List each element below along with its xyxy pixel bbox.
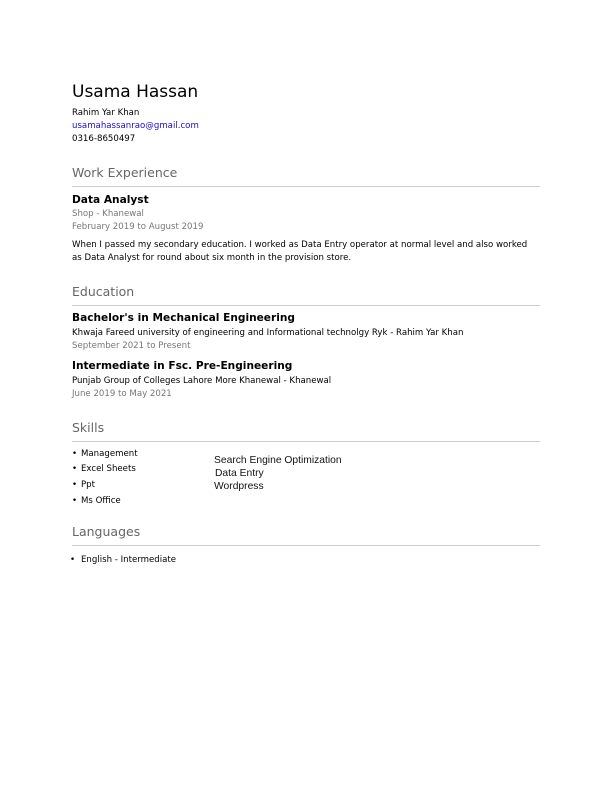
email-link[interactable]: usamahassanrao@gmail.com <box>72 121 199 131</box>
job-description-line: When I passed my secondary education. I worked as Data Entry operator at normal level and also worked <box>72 240 528 250</box>
section-heading-languages: Languages <box>72 524 141 539</box>
language-item <box>70 556 176 565</box>
job-title: Data Analyst <box>72 194 149 206</box>
bullet: • <box>70 555 76 565</box>
skill-extra: Data Entry <box>215 468 264 479</box>
education-dates: September 2021 to Present <box>72 341 191 351</box>
skill-item: • Ms Office <box>72 497 121 506</box>
degree-title: Bachelor's in Mechanical Engineering <box>72 312 295 324</box>
candidate-name: Usama Hassan <box>72 82 199 102</box>
school-name: Punjab Group of Colleges Lahore More Khanewal - Khanewal <box>72 376 332 386</box>
skill-item: • Management <box>72 450 138 459</box>
divider <box>72 305 540 306</box>
location: Rahim Yar Khan <box>72 108 140 118</box>
school-name: Khwaja Fareed university of engineering and Informational technolgy Ryk - Rahim Yar Khan <box>72 328 464 338</box>
language-label: English - Intermediate <box>81 555 177 565</box>
phone: 0316-8650497 <box>72 134 136 144</box>
section-heading-skills: Skills <box>72 420 105 435</box>
divider <box>72 441 540 442</box>
skill-extra: Search Engine Optimization <box>214 455 342 466</box>
education-dates: June 2019 to May 2021 <box>72 389 172 399</box>
skill-item: • Excel Sheets <box>72 465 136 474</box>
degree-title: Intermediate in Fsc. Pre-Engineering <box>72 360 293 372</box>
skill-extra: Wordpress <box>214 481 264 492</box>
section-heading-work: Work Experience <box>72 165 178 180</box>
job-dates: February 2019 to August 2019 <box>72 222 204 232</box>
skill-item: • Ppt <box>72 481 95 490</box>
section-heading-education: Education <box>72 284 135 299</box>
divider <box>72 545 540 546</box>
job-description-line: as Data Analyst for round about six month in the provision store. <box>72 253 352 263</box>
divider <box>72 186 540 187</box>
job-company: Shop - Khanewal <box>72 209 144 219</box>
